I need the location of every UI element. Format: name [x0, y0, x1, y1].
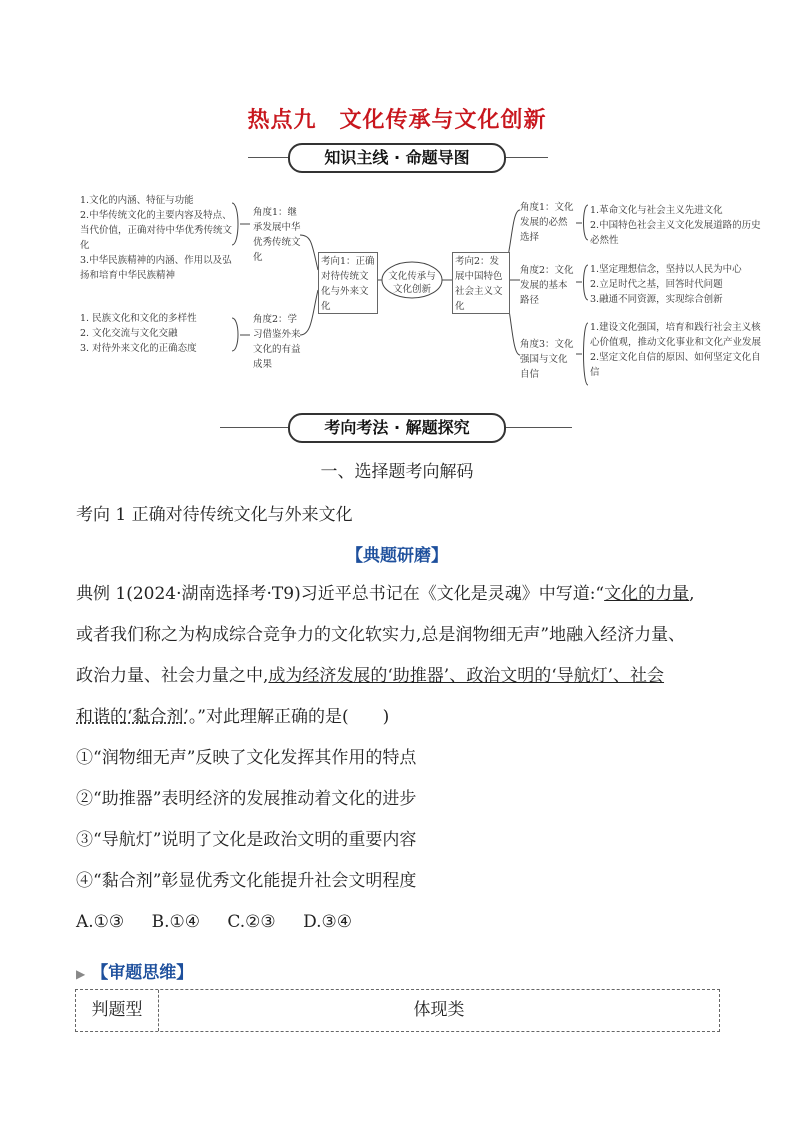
- list-item: 2.立足时代之基，回答时代问题: [590, 279, 723, 290]
- list-item: 1.革命文化与社会主义先进文化: [590, 205, 723, 216]
- mindmap-angle-right-3: 角度3：文化强国与文化自信: [520, 339, 574, 380]
- mindmap-right-points-1: [590, 203, 765, 248]
- mindmap-topic-2: 考向2：发展中国特色社会主义文化: [452, 252, 510, 314]
- list-item: 1.建设文化强国，培育和践行社会主义核心价值观，推动文化事业和文化产业发展: [590, 322, 762, 348]
- list-item: 1.文化的内涵、特征与功能: [80, 195, 194, 206]
- table-header-reflect: 体现类: [413, 1000, 465, 1020]
- section-heading: 一、选择题考向解码: [320, 462, 474, 482]
- question-line: 政治力量、社会力量之中,成为经济发展的‘助推器’、政治文明的‘导航灯’、社会: [76, 666, 665, 686]
- list-item: 2.中国特色社会主义文化发展道路的历史必然性: [590, 220, 761, 246]
- list-item: 1. 民族文化和文化的多样性: [80, 313, 197, 324]
- list-item: 3.中华民族精神的内涵、作用以及弘扬和培育中华民族精神: [80, 255, 232, 281]
- mindmap-left-points-1: [80, 193, 232, 283]
- answer-d[interactable]: D.③④: [303, 912, 352, 932]
- subheading-typical: 【典题研磨】: [346, 546, 448, 566]
- option-item: ③“导航灯”说明了文化是政治文明的重要内容: [76, 830, 417, 850]
- topic-heading: 考向 1 正确对待传统文化与外来文化: [76, 505, 353, 525]
- section-banner-exam: 考向考法 · 解题探究: [288, 413, 506, 443]
- thinking-heading: ▶ 【审题思维】: [76, 963, 194, 983]
- answer-choices: [76, 902, 726, 943]
- analysis-table: [75, 989, 720, 1032]
- list-item: 1.坚定理想信念，坚持以人民为中心: [590, 264, 742, 275]
- triangle-right-icon: ▶: [76, 967, 86, 981]
- list-item: 3.融通不同资源，实现综合创新: [590, 294, 723, 305]
- mindmap-right-points-3: [590, 320, 765, 380]
- answer-b[interactable]: B.①④: [151, 912, 200, 932]
- section-banner-knowledge: 知识主线 · 命题导图: [288, 143, 506, 173]
- list-item: 2. 文化交流与文化交融: [80, 328, 178, 339]
- list-item: 2.中华传统文化的主要内容及特点、当代价值，正确对待中华优秀传统文化: [80, 210, 233, 251]
- mindmap-angle-left-2: 角度2：学习借鉴外来文化的有益成果: [253, 314, 301, 370]
- option-item: ①“润物细无声”反映了文化发挥其作用的特点: [76, 748, 417, 768]
- mindmap-left-points-2: [80, 311, 232, 356]
- answer-c[interactable]: C.②③: [227, 912, 276, 932]
- option-item: ②“助推器”表明经济的发展推动着文化的进步: [76, 789, 417, 809]
- mindmap-center-label: 文化传承与文化创新: [388, 271, 436, 295]
- question-line: 和谐的‘黏合剂’。”对此理解正确的是( ): [76, 707, 390, 727]
- question-line: 或者我们称之为构成综合竞争力的文化软实力,总是润物细无声”地融入经济力量、: [76, 625, 686, 645]
- mindmap-angle-right-1: 角度1：文化发展的必然选择: [520, 202, 574, 243]
- question-block: [76, 574, 726, 943]
- page-title: 热点九 文化传承与文化创新: [247, 108, 547, 133]
- list-item: 2.坚定文化自信的原因、如何坚定文化自信: [590, 352, 761, 378]
- answer-a[interactable]: A.①③: [76, 912, 125, 932]
- list-item: 3. 对待外来文化的正确态度: [80, 343, 197, 354]
- option-item: ④“黏合剂”彰显优秀文化能提升社会文明程度: [76, 871, 417, 891]
- table-header-type: 判题型: [76, 990, 159, 1031]
- question-line: 典例 1(2024·湖南选择考·T9)习近平总书记在《文化是灵魂》中写道:“文化的力量,: [76, 584, 695, 604]
- mindmap-angle-right-2: 角度2：文化发展的基本路径: [520, 265, 574, 306]
- mindmap-angle-left-1: 角度1：继承发展中华优秀传统文化: [253, 207, 301, 263]
- mindmap-topic-1: 考向1：正确对待传统文化与外来文化: [318, 252, 378, 314]
- mindmap-right-points-2: [590, 262, 765, 307]
